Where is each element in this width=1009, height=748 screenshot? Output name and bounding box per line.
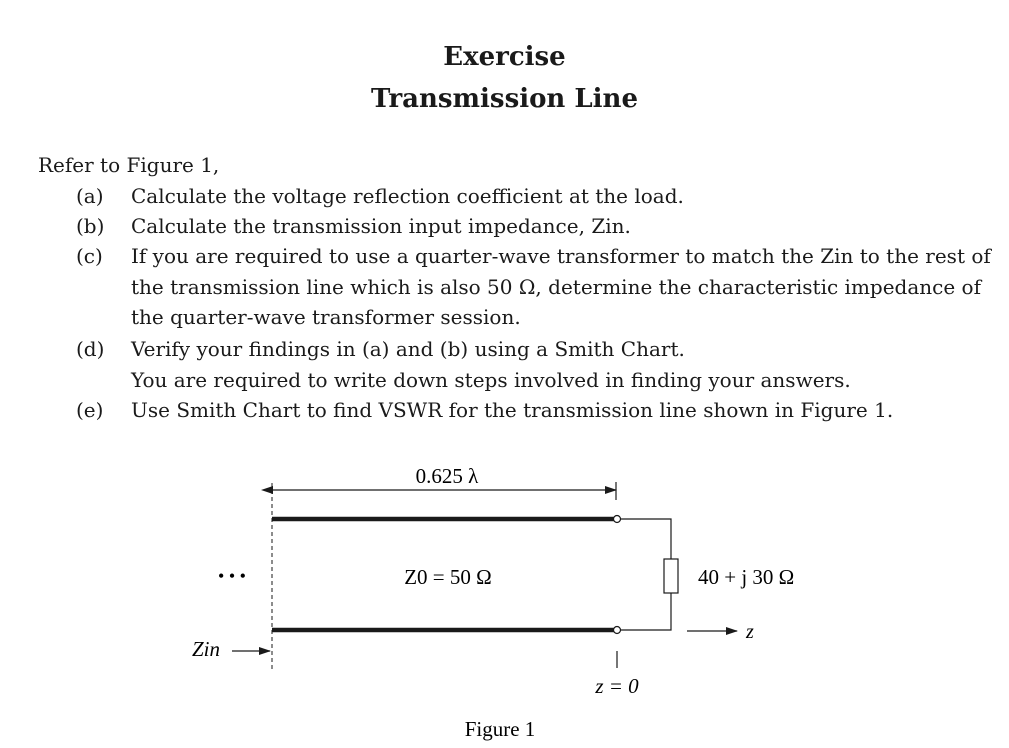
page-title-topic: Transmission Line [371,84,638,114]
load-wire-bottom [620,593,671,630]
line-impedance-label: Z0 = 50 Ω [404,565,492,589]
question-text: Calculate the transmission input impedance, Zin. [131,214,631,238]
question-label: (d) [76,337,105,361]
question-text: You are required to write down steps involved in finding your answers. [131,367,851,392]
question-text: the transmission line which is also 50 Ω, determine the characteristic impedance of [131,274,981,299]
bottom-terminal [614,627,621,634]
question-text: Verify your findings in (a) and (b) using a Smith Chart. [131,337,685,361]
question-label: (b) [76,214,105,238]
question-text: Calculate the voltage reflection coefficient at the load. [131,184,684,208]
question-text: Use Smith Chart to find VSWR for the transmission line shown in Figure 1. [131,398,894,422]
load-wire-top [620,519,671,559]
ellipsis: • • • [218,566,246,586]
input-impedance-label: Zin [192,637,221,661]
question-label: (e) [76,398,104,422]
top-terminal [614,516,621,523]
intro-text: Refer to Figure 1, [38,153,220,177]
question-label: (c) [76,244,103,268]
page-title-exercise: Exercise [443,42,566,72]
figure-caption: Figure 1 [464,717,536,741]
question-label: (a) [76,184,104,208]
z-axis-label: z [746,621,754,643]
length-label: 0.625 λ [415,464,479,488]
load-resistor [664,559,678,593]
question-text: the quarter-wave transformer session. [131,305,521,329]
origin-label: z = 0 [595,674,639,698]
question-text: If you are required to use a quarter-wave transformer to match the Zin to the rest of [131,244,991,268]
load-impedance-label: 40 + j 30 Ω [698,565,795,589]
